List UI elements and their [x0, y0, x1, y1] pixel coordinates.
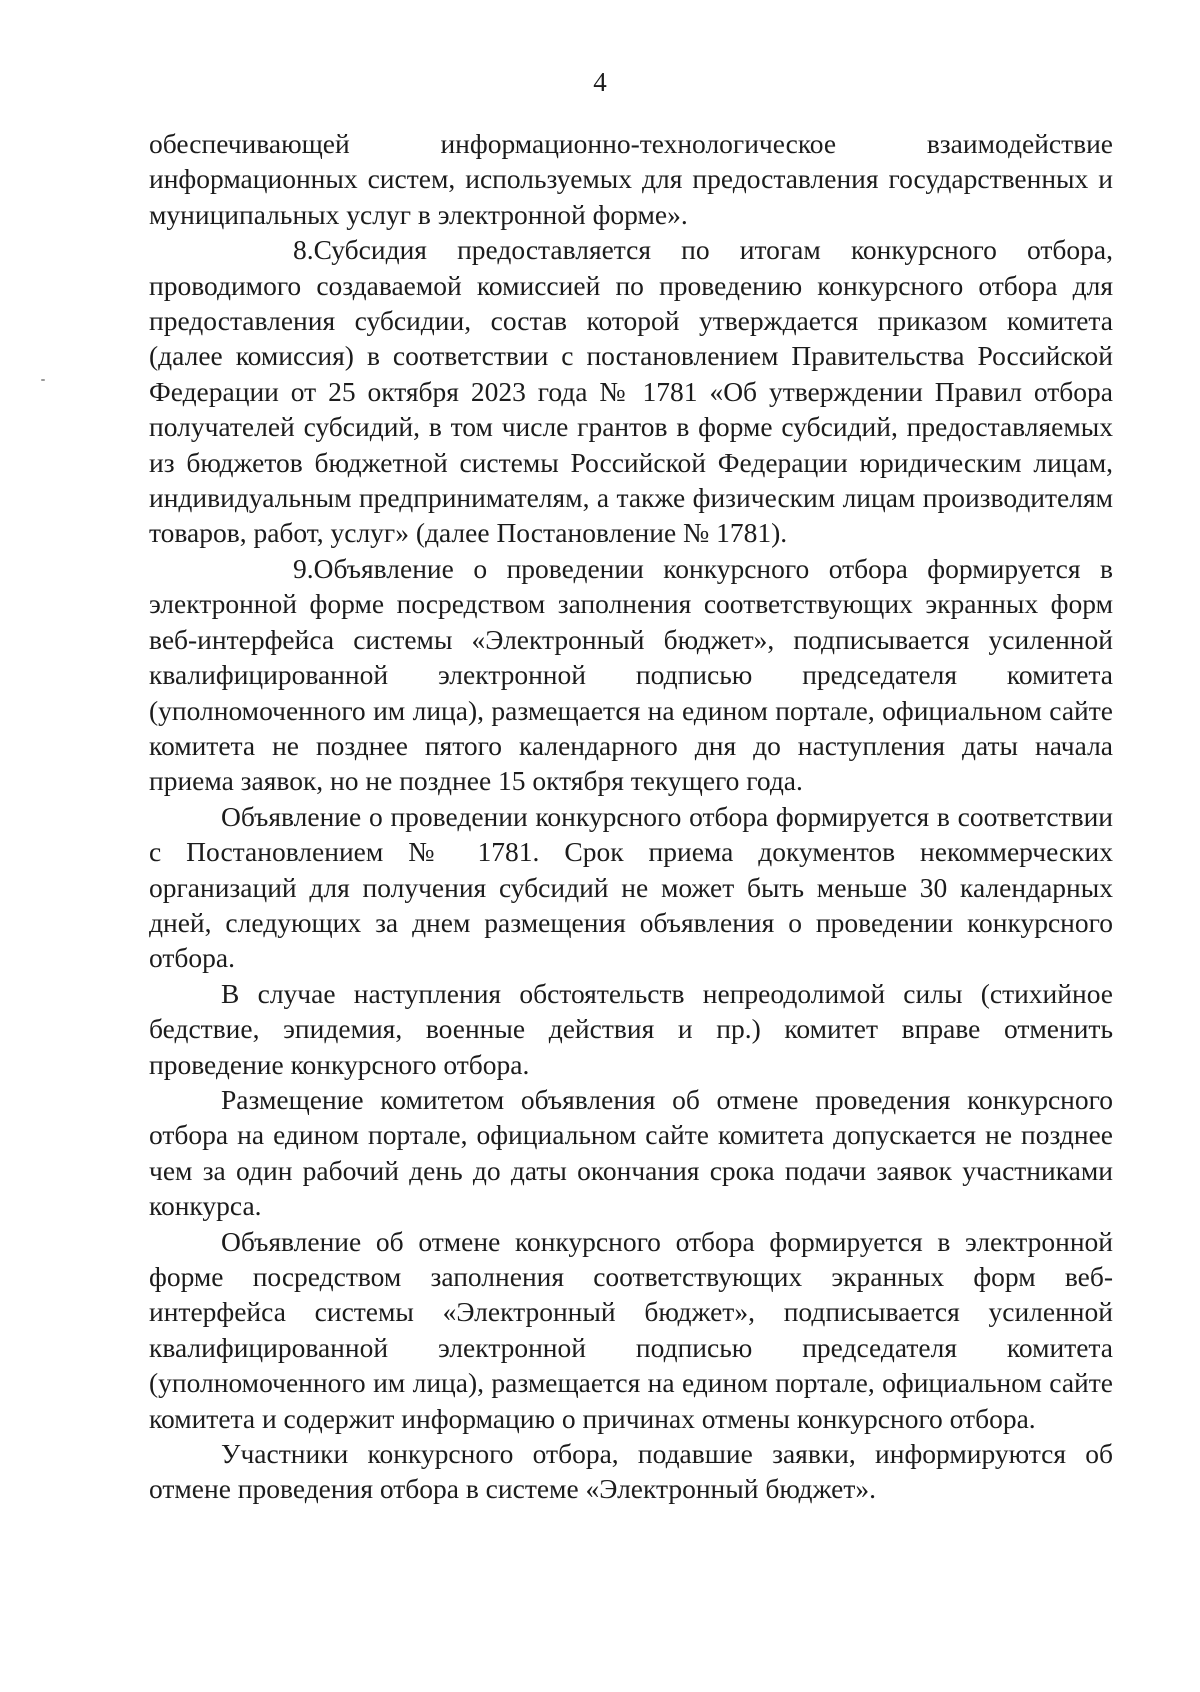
paragraph-text: Объявление о проведении конкурсного отбора формируется в соответствии с Постановлением № 1781. Срок приема документов некоммерческих организаций для получения субсидий не может быть меньше 30 календарных дней, следующих за днем размещения объявления о проведении конкурсного отбора.: [149, 800, 1113, 974]
paragraph-announcement: [149, 799, 1113, 976]
paragraph-text: Объявление об отмене конкурсного отбора формируется в электронной форме посредством заполнения соответствующих экранных форм веб-интерфейса системы «Электронный бюджет», подписывается усиленной квалифицированной электронной подписью председателя комитета (уполномоченного им лица), размещается на едином портале, официальном сайте комитета и содержит информацию о причинах отмены конкурсного отбора.: [149, 1225, 1113, 1434]
scan-artifact-dot: [41, 379, 45, 381]
paragraph-text: Субсидия предоставляется по итогам конкурсного отбора, проводимого создаваемой комиссией по проведению конкурсного отбора для предоставления субсидии, состав которой утверждается приказом комитета (далее комиссия) в соответствии с постановлением Правительства Российской Федерации от 25 октября 2023 года № 1781 «Об утверждении Правил отбора получателей субсидий, в том числе грантов в форме субсидий, предоставляемых из бюджетов бюджетной системы Российской Федерации юридическим лицам, индивидуальным предпринимателям, а также физическим лицам производителям товаров, работ, услуг» (далее Постановление № 1781).: [149, 234, 1113, 549]
paragraph-8: [149, 232, 1113, 551]
paragraph-number: 9.: [293, 552, 314, 584]
paragraph-text: Размещение комитетом объявления об отмене проведения конкурсного отбора на едином портале, официальном сайте комитета допускается не позднее чем за один рабочий день до даты окончания срока подачи заявок участниками конкурса.: [149, 1083, 1113, 1222]
paragraph-continuation: [149, 126, 1113, 232]
paragraph-9: [149, 551, 1113, 799]
paragraph-force-majeure: [149, 976, 1113, 1082]
paragraph-text: В случае наступления обстоятельств непреодолимой силы (стихийное бедствие, эпидемия, военные действия и пр.) комитет вправе отменить проведение конкурсного отбора.: [149, 977, 1113, 1080]
paragraph-text: Участники конкурсного отбора, подавшие заявки, информируются об отмене проведения отбора в системе «Электронный бюджет».: [149, 1438, 1113, 1505]
paragraph-participants: [149, 1436, 1113, 1507]
paragraph-text: Объявление о проведении конкурсного отбора формируется в электронной форме посредством заполнения соответствующих экранных форм веб-интерфейса системы «Электронный бюджет», подписывается усиленной квалифицированной электронной подписью председателя комитета (уполномоченного им лица), размещается на едином портале, официальном сайте комитета не позднее пятого календарного дня до наступления даты начала приема заявок, но не позднее 15 октября текущего года.: [149, 552, 1113, 797]
paragraph-cancellation-posting: [149, 1082, 1113, 1224]
paragraph-number: 8.: [293, 234, 314, 266]
document-body: [149, 126, 1113, 1507]
paragraph-text: обеспечивающей информационно-технологическое взаимодействие информационных систем, используемых для предоставления государственных и муниципальных услуг в электронной форме».: [149, 128, 1113, 230]
paragraph-cancellation-form: [149, 1224, 1113, 1436]
page-number: 4: [593, 67, 607, 97]
